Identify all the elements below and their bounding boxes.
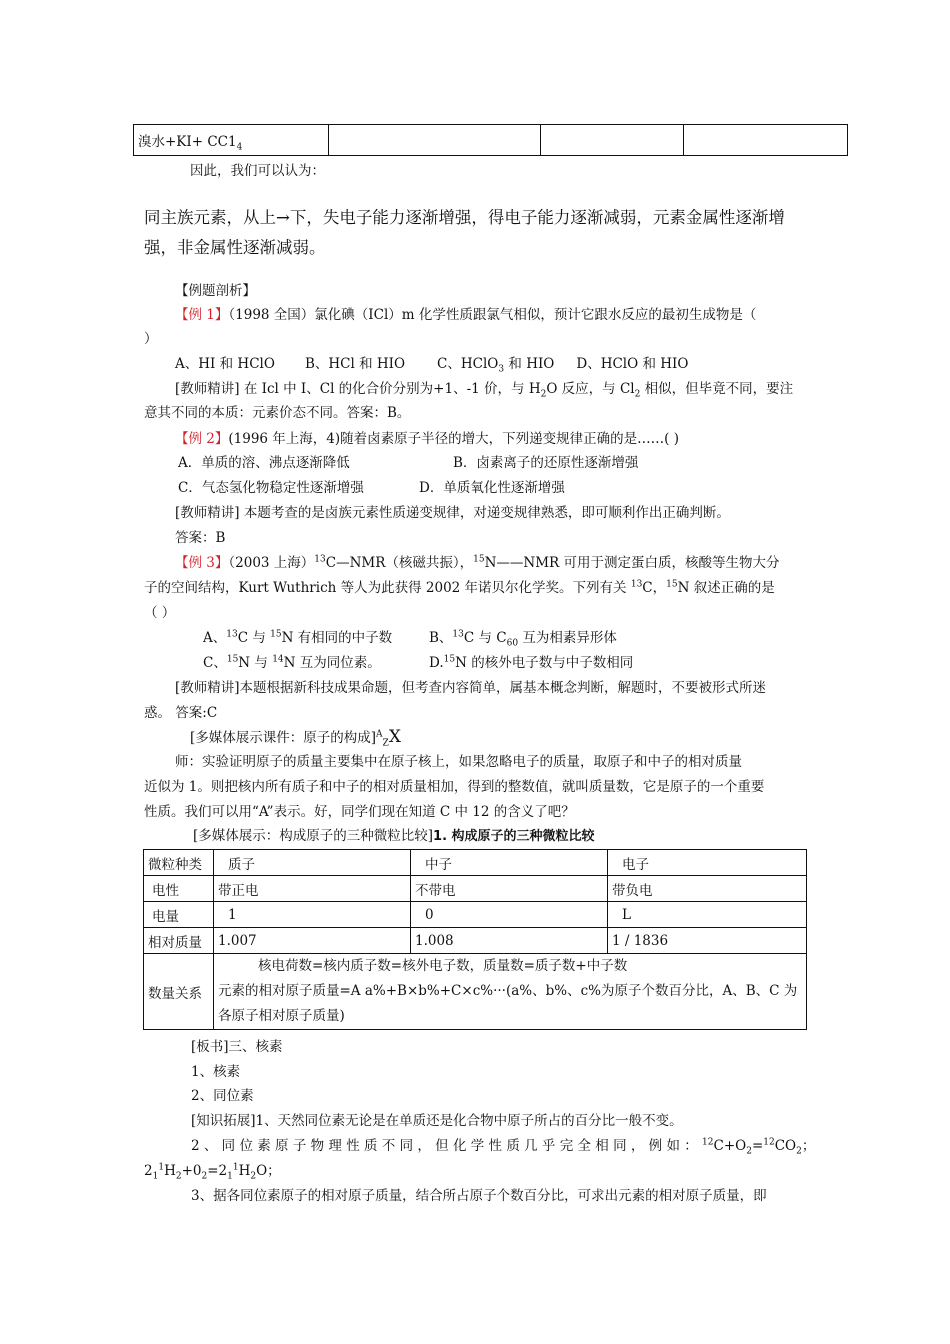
table-cell: 不带电 (411, 876, 608, 902)
example-2-tag: 【例 2】 (175, 431, 229, 447)
example-3-note: [教师精讲]本题根据新科技成果命题，但考查内容简单，属基本概念判断，解题时，不要被形式所迷 (175, 680, 767, 696)
table-cell: 电量 (144, 902, 214, 928)
example-3-options-ab: A、$^{13}$C 与 $^{15}$N 有相同的中子数 B、$^{13}$C 与 $C_{60}$ 互为相素异形体 (203, 629, 617, 649)
example-2-options-cd: C．气态氢化物稳定性逐渐增强 D．单质氧化性逐渐增强 (178, 480, 565, 496)
example-3-question: 【例 3】（2003 上海）$^{13}$C—NMR（核磁共振），$^{15}$N——NMR 可用于测定蛋白质，核酸等生物大分 (175, 554, 780, 571)
table-header: 电子 (608, 850, 807, 876)
conclusion-text: 同主族元素，从上→下，失电子能力逐渐增强，得电子能力逐渐减弱，元素金属性逐渐增强，非金属性逐渐减弱。 (144, 208, 785, 257)
example-1-options: A、HI 和 HClO B、HCl 和 HIO C、HClO$_3$ 和 HIO D、HClO 和 HIO (175, 356, 689, 375)
knowledge-line-2: 2 、 同 位 素 原 子 物 理 性 质 不 同 ， 但 化 学 性 质 几 乎 完 全 相 同 ， 例 如 ： $^{12}C+O_2=^{12}CO_2$； (191, 1137, 816, 1157)
teacher-line-3: 性质。我们可以用“A”表示。好，同学们现在知道 C 中 12 的含义了吧？ (144, 804, 575, 820)
example-3-options-cd: C、$^{15}$N 与 $^{14}$N 互为同位素。 D.$^{15}$N 的核外电子数与中子数相同 (203, 654, 634, 671)
example-2-options-ab: A．单质的溶、沸点逐渐降低 B．卤素离子的还原性逐渐增强 (178, 455, 639, 471)
example-2-note: [教师精讲] 本题考查的是卤族元素性质递变规律，对递变规律熟悉，即可顺利作出正确判断。 (175, 505, 730, 521)
board-title: [板书]三、核素 (191, 1039, 283, 1055)
teacher-line-2: 近似为 1。则把核内所有质子和中子的相对质量相加，得到的整数值，就叫质量数，它是原子的一个重要 (144, 779, 765, 795)
table-header: 质子 (214, 850, 411, 876)
table-cell: L (608, 902, 807, 928)
top-table (133, 124, 848, 156)
knowledge-line-1: [知识拓展]1、天然同位素无论是在单质还是化合物中原子所占的百分比一般不变。 (191, 1113, 683, 1129)
example-3-answer: 惑。 答案:C (144, 705, 218, 721)
top-table-cell: 溴水$+KI+ CC1_4$ (134, 125, 329, 156)
example-1-note: [教师精讲] 在 Icl 中 I、Cl 的化合价分别为+1、-1 价，与 $H_2O$ 反应，与 $Cl_2$ 相似，但毕竟不同，要注 (175, 381, 794, 400)
knowledge-line-3: $2_1^1H_2+0_2=2_1^1H_2O$； (144, 1162, 281, 1182)
knowledge-line-4: 3、据各同位素原子的相对原子质量，结合所占原子个数百分比，可求出元素的相对原子质量，即 (191, 1188, 767, 1204)
example-2-answer: 答案：B (175, 530, 226, 546)
example-1-question: 【例 1】（1998 全国）氯化碘（ICl）m 化学性质跟氯气相似，预计它跟水反应的最初生成物是（ (175, 307, 757, 323)
media-caption-2: [多媒体展示：构成原子的三种微粒比较]1. 构成原子的三种微粒比较 (193, 828, 595, 844)
example-2-question: 【例 2】(1996 年上海，4)随着卤素原子半径的增大，下列递变规律正确的是……( ) (175, 431, 679, 447)
table-cell: 带负电 (608, 876, 807, 902)
table-cell: 电性 (144, 876, 214, 902)
conclusion-lead: 因此，我们可以认为： (190, 163, 325, 179)
media-caption-1: [多媒体展示课件：原子的构成]$^A_Z$X (190, 727, 401, 749)
teacher-line-1: 师：实验证明原子的质量主要集中在原子核上，如果忽略电子的质量，取原子和中子的相对质量 (175, 754, 742, 770)
example-1-answer: 意其不同的本质：元素价态不同。答案：B。 (144, 405, 411, 421)
relation-cell: 核电荷数=核内质子数=核外电子数，质量数=质子数+中子数 元素的相对原子质量=A a%+B×b%+C×c%···(a%、b%、c%为原子个数百分比，A、B、C 为 各原子相对原子质量) (214, 954, 807, 1030)
table-cell: 1.008 (411, 928, 608, 954)
top-table-cell (684, 125, 848, 156)
table-cell: 数量关系 (144, 954, 214, 1030)
example-3-question-2: 子的空间结构，Kurt Wuthrich 等人为此获得 2002 年诺贝尔化学奖。下列有关 $^{13}$C，$^{15}$N 叙述正确的是 (144, 579, 775, 596)
example-3-tag: 【例 3】 (175, 555, 229, 571)
particle-table (143, 849, 807, 1030)
table-cell: 0 (411, 902, 608, 928)
table-cell: 带正电 (214, 876, 411, 902)
table-cell: 相对质量 (144, 928, 214, 954)
top-table-cell (329, 125, 541, 156)
table-header: 微粒种类 (144, 850, 214, 876)
example-1-question-end: ） (144, 331, 158, 347)
table-cell: 1 (214, 902, 411, 928)
example-3-question-3: （ ） (144, 605, 176, 621)
board-item-1: 1、核素 (191, 1064, 241, 1080)
table-header: 中子 (411, 850, 608, 876)
table-cell: 1.007 (214, 928, 411, 954)
board-item-2: 2、同位素 (191, 1088, 254, 1104)
table-cell: 1 / 1836 (608, 928, 807, 954)
example-1-tag: 【例 1】 (175, 307, 229, 323)
top-table-cell (541, 125, 684, 156)
example-header: 【例题剖析】 (175, 283, 256, 299)
